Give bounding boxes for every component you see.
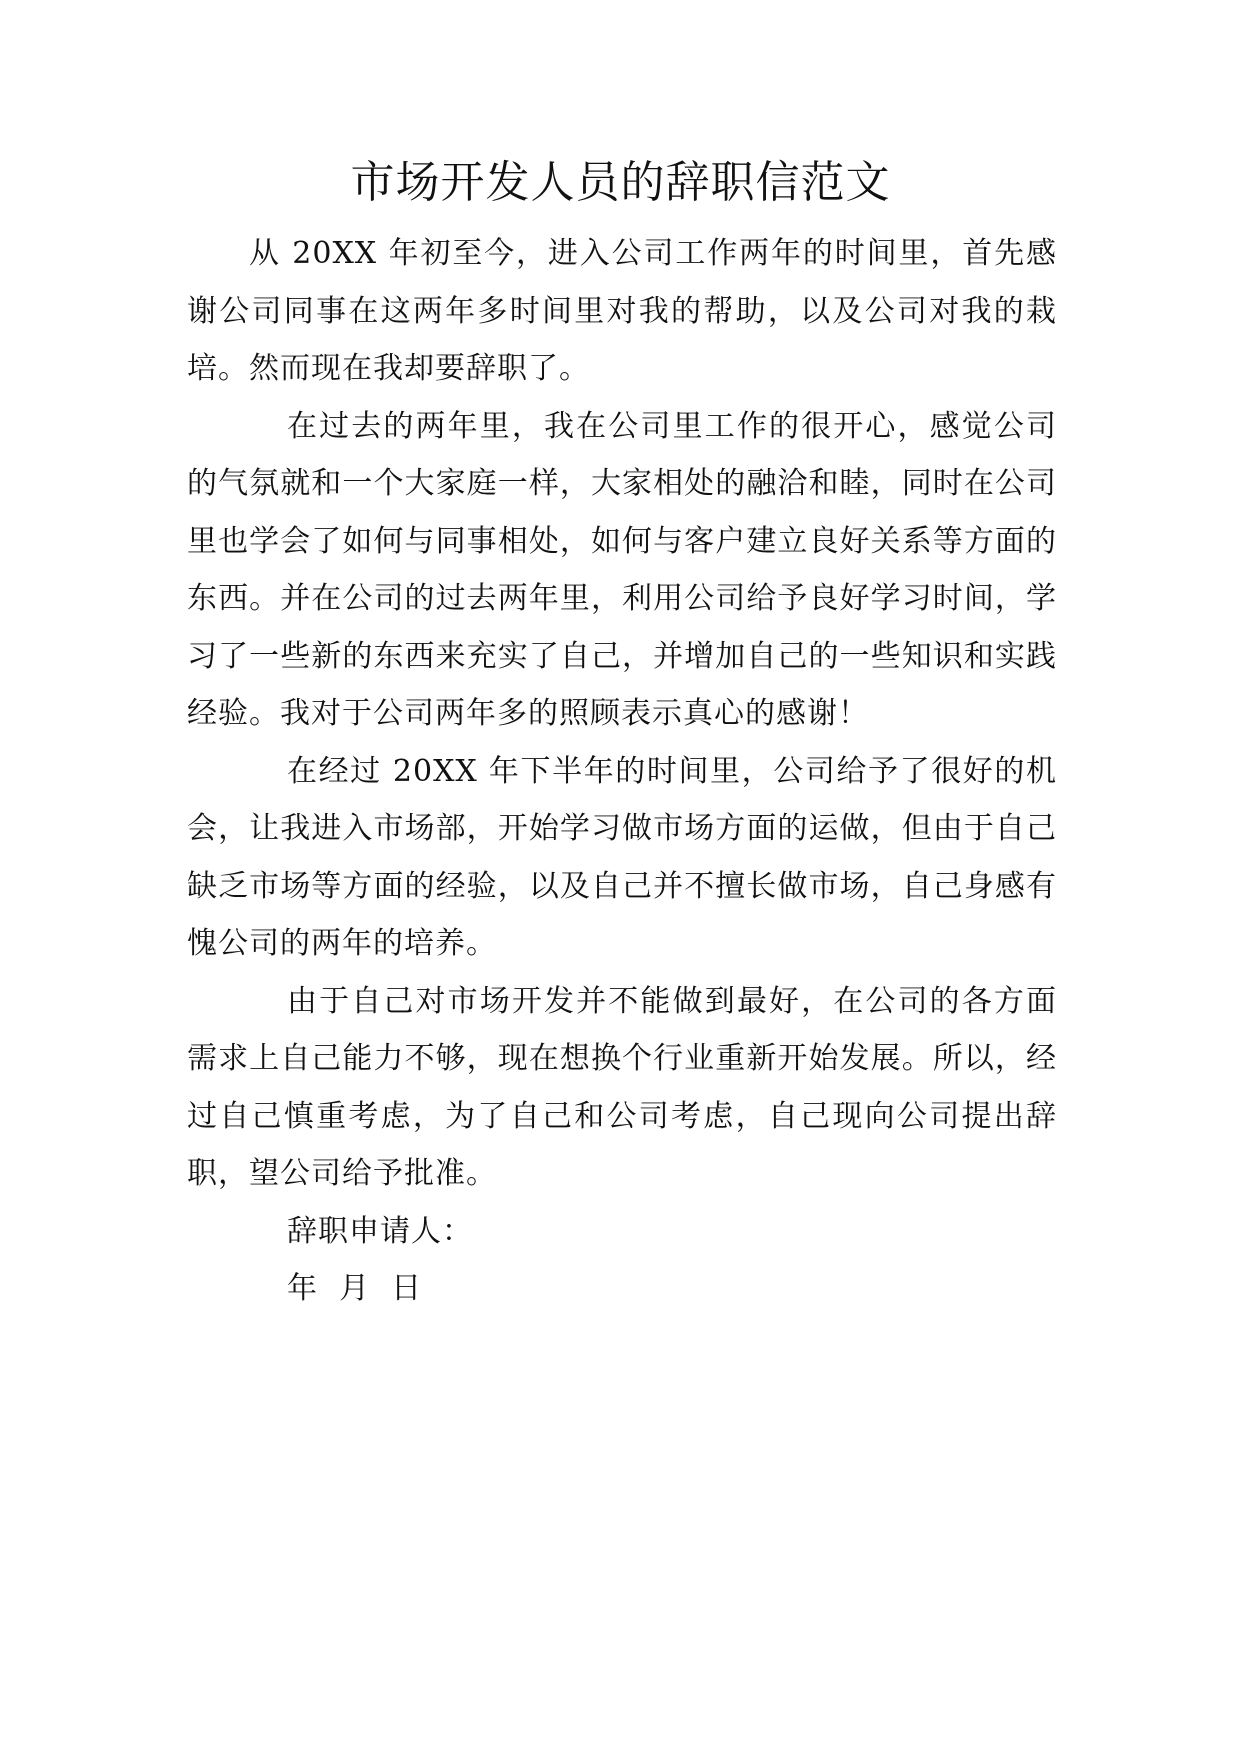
paragraph-4: 由于自己对市场开发并不能做到最好，在公司的各方面需求上自己能力不够，现在想换个行业重新开始发展。所以，经过自己慎重考虑，为了自己和公司考虑，自己现向公司提出辞职，望公司给予批准。 (187, 983, 1057, 1191)
letter-body (187, 225, 1057, 1318)
paragraph-2: 在过去的两年里，我在公司里工作的很开心，感觉公司的气氛就和一个大家庭一样，大家相处的融洽和睦，同时在公司里也学会了如何与同事相处，如何与客户建立良好关系等方面的东西。并在公司的过去两年里，利用公司给予良好学习时间，学习了一些新的东西来充实了自己，并增加自己的一些知识和实践经验。我对于公司两年多的照顾表示真心的感谢！ (187, 408, 1057, 731)
paragraph-3: 在经过 20XX 年下半年的时间里，公司给予了很好的机会，让我进入市场部，开始学习做市场方面的运做，但由于自己缺乏市场等方面的经验，以及自己并不擅长做市场，自己身感有愧公司的两年的培养。 (187, 753, 1057, 961)
date-line: 年 月 日 (287, 1271, 423, 1306)
signature-label: 辞职申请人： (287, 1213, 473, 1249)
document-title: 市场开发人员的辞职信范文 (350, 157, 891, 208)
paragraph-1: 从 20XX 年初至今，进入公司工作两年的时间里，首先感谢公司同事在这两年多时间里对我的帮助，以及公司对我的栽培。然而现在我却要辞职了。 (187, 236, 1057, 386)
